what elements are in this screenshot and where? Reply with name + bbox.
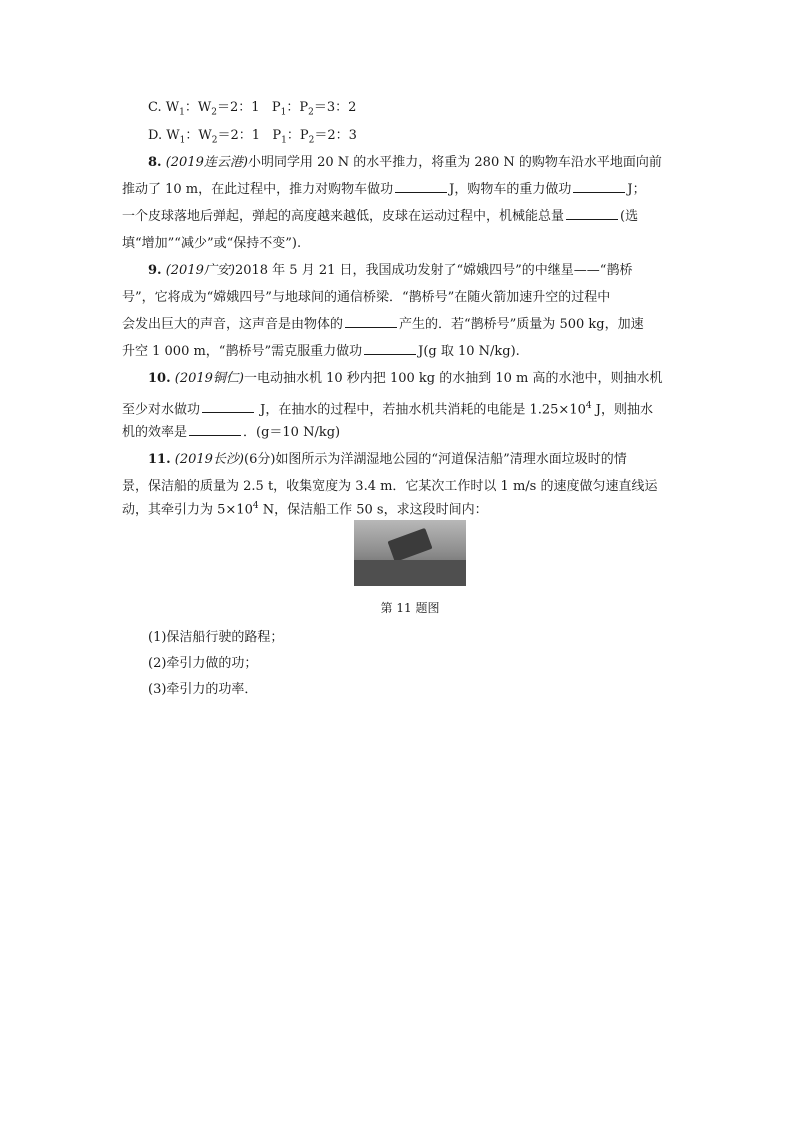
q11-sub-2: (2)牵引力做的功； (148, 656, 258, 671)
q8-source: (2019连云港) (165, 155, 248, 170)
answer-blank[interactable] (566, 205, 618, 220)
q10-source: (2019铜仁) (174, 371, 244, 386)
option-d: D. $W_1$：$W_2=2$：1 $P_1$：$P_2=2$：3 (148, 128, 357, 146)
q9-line-4: 升空 1 000 m，“鹊桥号”需克服重力做功 J(g 取 10 N/kg). (122, 340, 642, 364)
q10-line-1: 10. (2019铜仁)一电动抽水机 10 秒内把 100 kg 的水抽到 10 m 高的水池中，则抽水机 (148, 371, 663, 386)
q10-line-2: 至少对水做功 J，在抽水的过程中，若抽水机共消耗的电能是 $1.25\times 10^4$ J，则抽水 (122, 394, 642, 418)
q11-sub-1: (1)保洁船行驶的路程； (148, 630, 284, 645)
figure-caption: 第 11 题图 (380, 601, 440, 615)
q11-source: (2019长沙) (174, 452, 244, 467)
q8-line-1: 8. (2019连云港)小明同学用 20 N 的水平推力，将重为 280 N 的购物车沿水平地面向前 (148, 155, 662, 170)
q11-score: (6分) (244, 452, 276, 467)
q9-line-1: 9. (2019广安)2018 年 5 月 21 日，我国成功发射了“嫦娥四号”的中继星——“鹊桥 (148, 263, 633, 278)
answer-blank[interactable] (345, 313, 397, 328)
answer-blank[interactable] (202, 398, 254, 413)
q8-line-4: 填“增加”“减少”或“保持不变”). (122, 236, 302, 251)
river-bank (354, 560, 466, 586)
answer-blank[interactable] (364, 340, 416, 355)
q10-line-3: 机的效率是 ．(g＝10 N/kg) (122, 421, 642, 445)
q8-line-3: 一个皮球落地后弹起，弹起的高度越来越低，皮球在运动过程中，机械能总量 (选 (122, 205, 642, 229)
option-c: C. $W_1$：$W_2=2$：1 $P_1$：$P_2=3$：2 (148, 100, 357, 118)
answer-blank[interactable] (395, 178, 447, 193)
q11-line-3: 动，其牵引力为 $5\times 10^4$ N，保洁船工作 50 s，求这段时间内： (122, 501, 488, 518)
q8-number: 8. (148, 155, 162, 170)
answer-blank[interactable] (189, 421, 241, 436)
q11-line-1: 11. (2019长沙)(6分)如图所示为洋湖湿地公园的“河道保洁船”清理水面垃圾时的情 (148, 452, 627, 467)
q9-line-2: 号”，它将成为“嫦娥四号”与地球间的通信桥梁．“鹊桥号”在随火箭加速升空的过程中 (122, 290, 611, 305)
q9-source: (2019广安) (165, 263, 235, 278)
q8-line-2: 推动了 10 m，在此过程中，推力对购物车做功 J，购物车的重力做功 J； (122, 178, 642, 202)
cleaning-boat-photo (354, 520, 466, 586)
answer-blank[interactable] (573, 178, 625, 193)
q11-sub-3: (3)牵引力的功率． (148, 682, 258, 697)
q11-number: 11. (148, 452, 171, 467)
q11-line-2: 景，保洁船的质量为 2.5 t，收集宽度为 3.4 m．它某次工作时以 1 m/s 的速度做匀速直线运 (122, 479, 658, 494)
q9-line-3: 会发出巨大的声音，这声音是由物体的 产生的．若“鹊桥号”质量为 500 kg，加速 (122, 313, 642, 337)
q9-number: 9. (148, 263, 162, 278)
q10-number: 10. (148, 371, 171, 386)
